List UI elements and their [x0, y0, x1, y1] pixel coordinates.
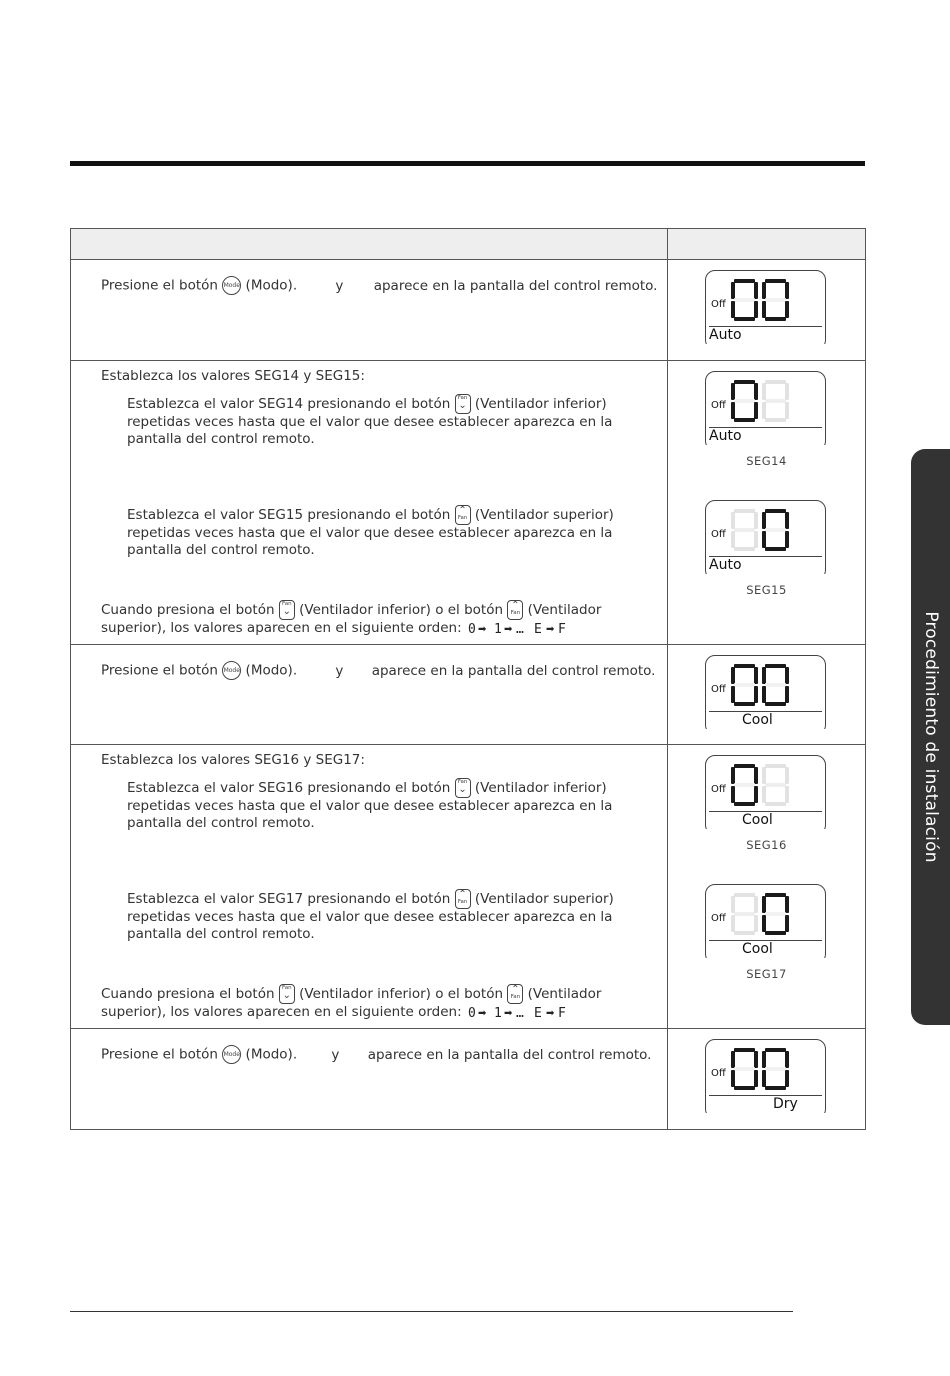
seven-segment-digit	[731, 509, 758, 551]
seven-segment-digits	[731, 764, 789, 806]
seven-segment-digits	[731, 893, 789, 935]
seg-caption: SEG17	[746, 967, 787, 981]
seg-caption: SEG14	[746, 454, 787, 468]
mode-label: Auto	[709, 557, 742, 573]
display-cell	[668, 1029, 866, 1130]
sequence-value: …	[515, 1006, 524, 1020]
seven-segment-digit	[762, 380, 789, 422]
seven-segment-digits	[731, 279, 789, 321]
off-indicator: Off	[711, 1068, 726, 1079]
header-col-2	[668, 229, 866, 260]
remote-display	[705, 884, 826, 964]
seven-segment-digits	[731, 1048, 789, 1090]
step-a-line-2: repetidas veces hasta que el valor que desee establecer aparezca en la	[127, 414, 613, 430]
sequence-value: E	[533, 622, 542, 636]
table-row	[71, 745, 866, 1029]
remote-display	[705, 500, 826, 580]
fan-down-icon: Fan ⌄	[455, 394, 471, 414]
seven-segment-digit	[762, 1048, 789, 1090]
seven-segment-digits	[731, 509, 789, 551]
step-text-cell	[71, 745, 668, 1029]
sequence-value: 0	[467, 622, 476, 636]
sequence-arrow: ➡	[545, 624, 555, 635]
side-tab-label: Procedimiento de instalación	[920, 611, 941, 863]
seven-segment-digits	[731, 380, 789, 422]
step-b-line-3: pantalla del control remoto.	[127, 542, 315, 558]
off-indicator: Off	[711, 529, 726, 540]
mode-label: Auto	[709, 327, 742, 343]
seven-segment-digit	[762, 279, 789, 321]
step-b-line-1: Establezca el valor SEG17 presionando el botón ⌃ Fan (Ventilador superior)	[127, 889, 614, 907]
remote-display	[705, 371, 826, 451]
table-header-row	[71, 229, 866, 260]
mode-button-icon: Mode	[222, 661, 241, 680]
step-b-line-1: Establezca el valor SEG15 presionando el botón ⌃ Fan (Ventilador superior)	[127, 505, 614, 523]
display-cell	[668, 361, 866, 645]
sequence-value: 0	[467, 1006, 476, 1020]
seven-segment-digit	[762, 664, 789, 706]
seven-segment-digit	[762, 509, 789, 551]
steps-table	[70, 228, 866, 1130]
sequence-value: E	[533, 1006, 542, 1020]
remote-display	[705, 270, 826, 350]
step-text-cell	[71, 1029, 668, 1130]
seven-segment-digit	[731, 893, 758, 935]
fan-down-icon: Fan ⌄	[279, 600, 295, 620]
sequence-value: 1	[493, 1006, 502, 1020]
table-row	[71, 1029, 866, 1130]
seg-caption: SEG15	[746, 583, 787, 597]
value-sequence-graphic	[466, 620, 570, 636]
section-side-tab	[911, 449, 950, 1025]
mode-label: Cool	[742, 941, 773, 957]
fan-down-icon: Fan ⌄	[455, 778, 471, 798]
sequence-value: …	[515, 622, 524, 636]
seven-segment-digits	[731, 664, 789, 706]
seven-segment-digit	[731, 279, 758, 321]
seven-segment-digit	[731, 380, 758, 422]
table-row	[71, 260, 866, 361]
mode-button-icon: Mode	[222, 276, 241, 295]
intro-text: Establezca los valores SEG16 y SEG17:	[101, 752, 365, 768]
step-a-line-3: pantalla del control remoto.	[127, 815, 315, 831]
step-a-line-2: repetidas veces hasta que el valor que desee establecer aparezca en la	[127, 798, 613, 814]
table-row	[71, 645, 866, 745]
mode-button-icon: Mode	[222, 1045, 241, 1064]
seven-segment-digit	[762, 893, 789, 935]
value-sequence-graphic	[466, 1004, 570, 1020]
sequence-value: 1	[493, 622, 502, 636]
intro-text: Establezca los valores SEG14 y SEG15:	[101, 368, 365, 384]
step-text-cell	[71, 260, 668, 361]
remote-display	[705, 755, 826, 835]
remote-display	[705, 655, 826, 735]
sequence-arrow: ➡	[477, 1008, 487, 1019]
sequence-value: F	[557, 622, 566, 636]
fan-up-icon: ⌃ Fan	[507, 600, 523, 620]
bottom-rule	[70, 1311, 793, 1312]
sequence-arrow: ➡	[503, 624, 513, 635]
step-text-cell	[71, 645, 668, 745]
header-col-1	[71, 229, 668, 260]
off-indicator: Off	[711, 784, 726, 795]
step-b-line-2: repetidas veces hasta que el valor que desee establecer aparezca en la	[127, 525, 613, 541]
press-mode-line: Presione el botón Mode (Modo). y aparece en la pantalla del control remoto.	[101, 1046, 652, 1063]
order-line-1: Cuando presiona el botón Fan ⌄ (Ventilador inferior) o el botón ⌃ Fan (Ventilador	[101, 600, 602, 618]
sequence-arrow: ➡	[545, 1008, 555, 1019]
seven-segment-digit	[731, 664, 758, 706]
off-indicator: Off	[711, 684, 726, 695]
step-a-line-3: pantalla del control remoto.	[127, 431, 315, 447]
sequence-value: F	[557, 1006, 566, 1020]
mode-label: Dry	[773, 1096, 798, 1112]
remote-display	[705, 1039, 826, 1119]
fan-down-icon: Fan ⌄	[279, 984, 295, 1004]
fan-up-icon: ⌃ Fan	[507, 984, 523, 1004]
press-mode-line: Presione el botón Mode (Modo). y aparece en la pantalla del control remoto.	[101, 277, 658, 294]
step-b-line-2: repetidas veces hasta que el valor que desee establecer aparezca en la	[127, 909, 613, 925]
seven-segment-digit	[731, 1048, 758, 1090]
off-indicator: Off	[711, 913, 726, 924]
sequence-arrow: ➡	[503, 1008, 513, 1019]
mode-label: Auto	[709, 428, 742, 444]
off-indicator: Off	[711, 299, 726, 310]
seven-segment-digit	[762, 764, 789, 806]
step-text-cell	[71, 361, 668, 645]
display-cell	[668, 745, 866, 1029]
press-mode-line: Presione el botón Mode (Modo). y aparece en la pantalla del control remoto.	[101, 662, 656, 679]
fan-up-icon: ⌃ Fan	[455, 889, 471, 909]
top-rule	[70, 161, 865, 166]
step-a-line-1: Establezca el valor SEG16 presionando el botón Fan ⌄ (Ventilador inferior)	[127, 779, 607, 796]
table-row	[71, 361, 866, 645]
order-line-1: Cuando presiona el botón Fan ⌄ (Ventilador inferior) o el botón ⌃ Fan (Ventilador	[101, 984, 602, 1002]
order-line-2: superior), los valores aparecen en el siguiente orden: 0 1 … E F ➡ ➡ ➡	[101, 1004, 570, 1022]
off-indicator: Off	[711, 400, 726, 411]
mode-label: Cool	[742, 712, 773, 728]
step-a-line-1: Establezca el valor SEG14 presionando el botón Fan ⌄ (Ventilador inferior)	[127, 395, 607, 412]
seven-segment-digit	[731, 764, 758, 806]
mode-label: Cool	[742, 812, 773, 828]
display-cell	[668, 260, 866, 361]
order-line-2: superior), los valores aparecen en el siguiente orden: 0 1 … E F ➡ ➡ ➡	[101, 620, 570, 638]
fan-up-icon: ⌃ Fan	[455, 505, 471, 525]
seg-caption: SEG16	[746, 838, 787, 852]
sequence-arrow: ➡	[477, 624, 487, 635]
step-b-line-3: pantalla del control remoto.	[127, 926, 315, 942]
display-cell	[668, 645, 866, 745]
